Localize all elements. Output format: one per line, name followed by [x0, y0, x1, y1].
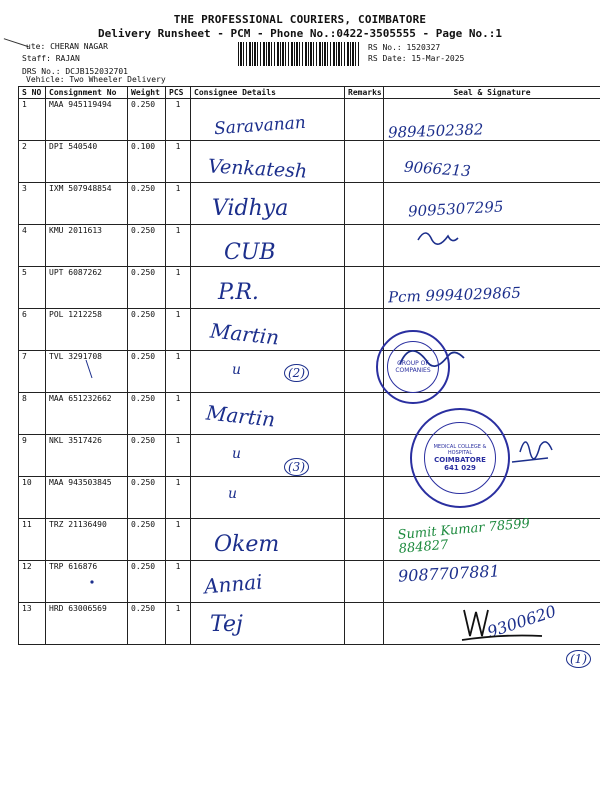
- consignment-no: TVL 3291708: [46, 351, 128, 393]
- signature-phone: 9066213: [403, 157, 472, 181]
- circled-number: (2): [284, 364, 309, 382]
- stamp-location: COIMBATORE 641 029: [434, 456, 486, 472]
- rs-number: RS No.: 1520327: [368, 43, 441, 52]
- col-weight: Weight: [128, 87, 166, 99]
- handwritten-name: Vidhya: [212, 196, 289, 221]
- medical-college-stamp: [410, 408, 510, 508]
- weight: 0.250: [128, 99, 166, 141]
- sno: 4: [19, 225, 46, 267]
- pcs: 1: [166, 309, 191, 351]
- weight: 0.250: [128, 309, 166, 351]
- sno: 12: [19, 561, 46, 603]
- pcs: 1: [166, 351, 191, 393]
- handwritten-name: Tej: [210, 612, 243, 637]
- handwritten-name: u: [232, 362, 242, 378]
- consignment-no: KMU 2011613: [46, 225, 128, 267]
- pcs: 1: [166, 477, 191, 519]
- signature-phone: 9087707881: [397, 561, 501, 586]
- consignment-no: NKL 3517426: [46, 435, 128, 477]
- circled-number: (1): [566, 650, 591, 668]
- handwritten-name: u: [228, 486, 238, 502]
- sno: 6: [19, 309, 46, 351]
- sno: 9: [19, 435, 46, 477]
- pcs: 1: [166, 393, 191, 435]
- consignment-no: TRZ 21136490: [46, 519, 128, 561]
- pcs: 1: [166, 267, 191, 309]
- staff-label: Staff: RAJAN: [22, 54, 80, 63]
- sno: 10: [19, 477, 46, 519]
- route-label: ute: CHERAN NAGAR: [26, 42, 108, 51]
- weight: 0.250: [128, 519, 166, 561]
- weight: 0.100: [128, 141, 166, 183]
- company-title: THE PROFESSIONAL COURIERS, COIMBATORE: [173, 13, 427, 26]
- signature-phone: 9095307295: [407, 197, 504, 221]
- stamp-ring-text: MEDICAL COLLEGE & HOSPITAL: [433, 444, 487, 456]
- handwritten-name: Okem: [214, 532, 280, 557]
- signature-phone: 9894502382: [387, 120, 484, 142]
- consignment-no: MAA 943503845: [46, 477, 128, 519]
- col-consignee: Consignee Details: [191, 87, 345, 99]
- pcs: 1: [166, 519, 191, 561]
- consignment-no: IXM 507948854: [46, 183, 128, 225]
- sno: 11: [19, 519, 46, 561]
- handwritten-name: Annai: [203, 569, 264, 599]
- col-consignment: Consignment No: [46, 87, 128, 99]
- col-seal: Seal & Signature: [384, 87, 600, 99]
- consignment-no: TRP 616876: [46, 561, 128, 603]
- consignment-no: MAA 945119494: [46, 99, 128, 141]
- sno: 3: [19, 183, 46, 225]
- vehicle-label: Vehicle: Two Wheeler Delivery: [26, 75, 166, 84]
- consignment-no: MAA 651232662: [46, 393, 128, 435]
- sno: 5: [19, 267, 46, 309]
- handwritten-name: P.R.: [218, 280, 259, 305]
- circled-number: (3): [284, 458, 309, 476]
- weight: 0.250: [128, 351, 166, 393]
- signature-phone: 9300620: [484, 601, 559, 642]
- pcs: 1: [166, 435, 191, 477]
- consignment-no: HRD 63006569: [46, 603, 128, 645]
- pcs: 1: [166, 99, 191, 141]
- col-pcs: PCS: [166, 87, 191, 99]
- pcs: 1: [166, 561, 191, 603]
- pcs: 1: [166, 183, 191, 225]
- company-seal-stamp: [376, 330, 450, 404]
- handwritten-name: Martin: [204, 400, 277, 432]
- handwritten-name: Martin: [208, 318, 281, 350]
- sno: 7: [19, 351, 46, 393]
- stamp-text: GROUP OF COMPANIES: [395, 360, 431, 374]
- weight: 0.250: [128, 477, 166, 519]
- weight: 0.250: [128, 393, 166, 435]
- runsheet-subtitle: Delivery Runsheet - PCM - Phone No.:0422-3505555 - Page No.:1: [98, 27, 502, 40]
- sno: 2: [19, 141, 46, 183]
- weight: 0.250: [128, 561, 166, 603]
- signature-phone: Pcm 9994029865: [387, 283, 522, 307]
- pcs: 1: [166, 603, 191, 645]
- handwritten-name: CUB: [224, 240, 276, 265]
- drs-number: DRS No.: DCJB152032701: [22, 67, 128, 76]
- weight: 0.250: [128, 183, 166, 225]
- weight: 0.250: [128, 267, 166, 309]
- consignment-no: DPI 540540: [46, 141, 128, 183]
- signature-green: Sumit Kumar 78599 884827: [396, 516, 531, 557]
- weight: 0.250: [128, 603, 166, 645]
- rs-date: RS Date: 15-Mar-2025: [368, 54, 465, 63]
- handwritten-name: Venkatesh: [207, 155, 308, 183]
- col-sno: S NO: [19, 87, 46, 99]
- sno: 8: [19, 393, 46, 435]
- consignment-no: UPT 6087262: [46, 267, 128, 309]
- handwritten-name: u: [232, 446, 242, 462]
- consignment-no: POL 1212258: [46, 309, 128, 351]
- pcs: 1: [166, 141, 191, 183]
- handwritten-name: Saravanan: [213, 112, 307, 140]
- weight: 0.250: [128, 225, 166, 267]
- col-remarks: Remarks: [345, 87, 384, 99]
- sno: 1: [19, 99, 46, 141]
- weight: 0.250: [128, 435, 166, 477]
- sno: 13: [19, 603, 46, 645]
- pcs: 1: [166, 225, 191, 267]
